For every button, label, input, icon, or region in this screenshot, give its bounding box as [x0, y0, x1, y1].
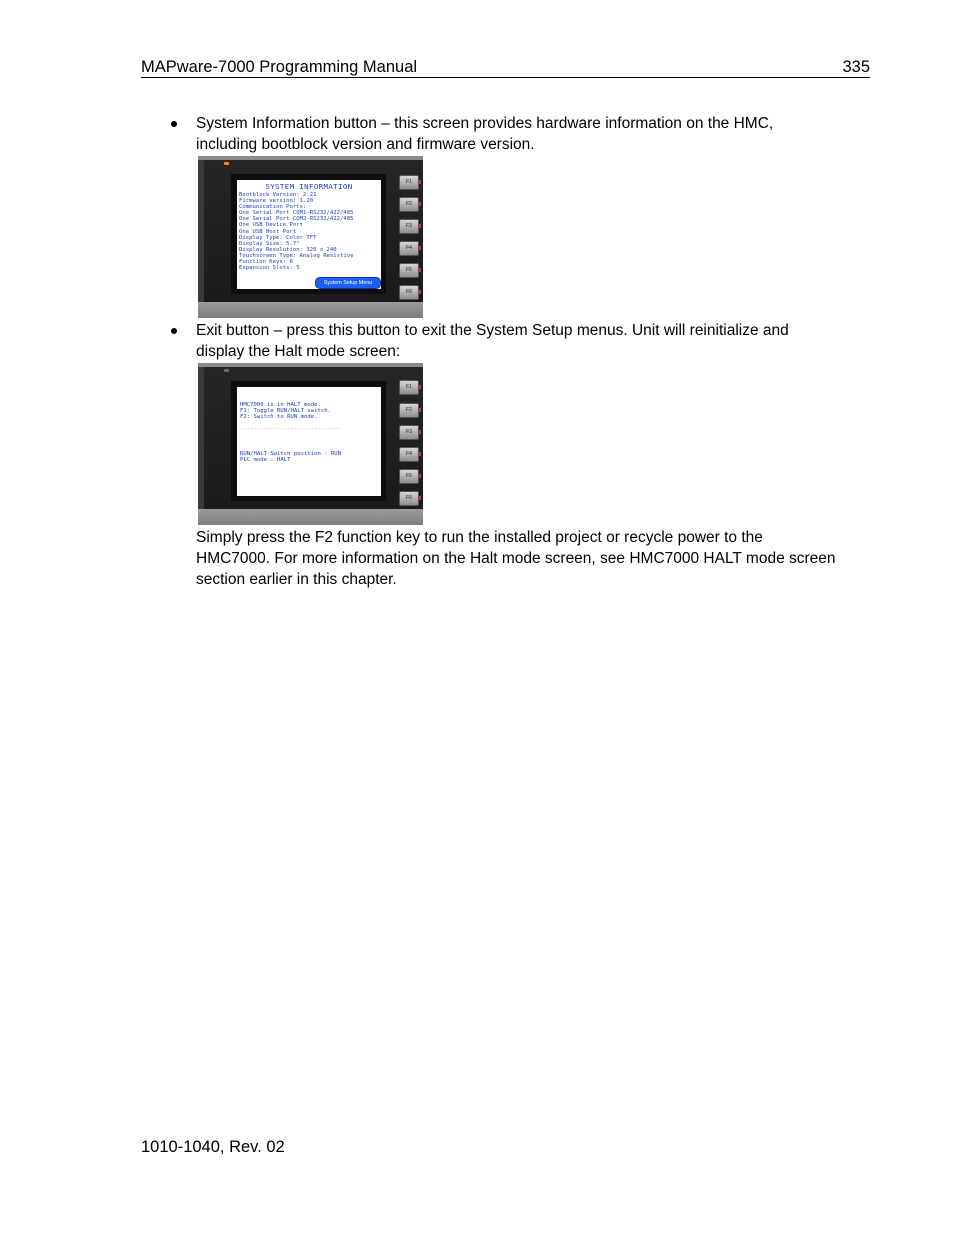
info-line: One USB Device Port [239, 222, 303, 229]
bullet-text: Exit button – press this button to exit the System Setup menus. Unit will reinitialize and display the Halt mode screen: [196, 322, 789, 360]
bullet-dot [171, 121, 177, 127]
halt-line: RUN/HALT Switch position : RUN [240, 450, 342, 457]
info-line: Display Size: 5.7" [239, 240, 300, 247]
halt-line: HMC7000 is in HALT mode. [240, 402, 321, 408]
screen-title: SYSTEM INFORMATION [265, 182, 353, 191]
power-led-icon [224, 162, 229, 165]
halt-lines [240, 402, 380, 463]
info-line: Function Keys: 6 [239, 259, 293, 266]
f2-key: F2 [399, 403, 419, 418]
info-line: One USB Host Port [239, 228, 297, 235]
info-line: One Serial Port COM2-RS232/422/485 [239, 216, 354, 223]
halt-line: PLC mode : HALT [240, 456, 291, 463]
bullet-dot [171, 328, 177, 334]
f1-key: F1 [399, 380, 419, 395]
system-info-lines [239, 192, 381, 271]
power-led-icon [224, 369, 229, 372]
hmi-system-information-photo [198, 156, 423, 318]
bullet-exit-button [196, 320, 826, 362]
info-line: Communication Ports: [239, 204, 307, 211]
bullet-text: System Information button – this screen provides hardware information on the HMC, including bootblock version and firmware version. [196, 115, 774, 153]
f5-key: F5 [399, 469, 419, 484]
info-line: Touchscreen Type: Analog Resistive [239, 252, 354, 259]
f6-key: F6 [399, 285, 419, 300]
info-line: Bootblock Version: 2.21 [239, 192, 317, 198]
f3-key: F3 [399, 425, 419, 440]
info-line: Display Type: Color TFT [239, 234, 317, 241]
closing-paragraph: Simply press the F2 function key to run the installed project or recycle power to the HMC7000. For more information on the Halt mode screen, see HMC7000 HALT mode screen section earlier in this chapter. [196, 529, 836, 588]
bezel-bottom [198, 302, 423, 318]
halt-line: F2: Switch to RUN mode. [240, 414, 318, 421]
f4-key: F4 [399, 447, 419, 462]
page-header [141, 57, 870, 78]
halt-mode-screen [237, 387, 381, 496]
info-line: Display Resolution: 320 x 240 [239, 246, 337, 253]
bezel-left [198, 367, 204, 509]
f5-key: F5 [399, 263, 419, 278]
halt-line: F1: Toggle RUN/HALT switch. [240, 408, 331, 415]
f4-key: F4 [399, 241, 419, 256]
bezel-left [198, 160, 204, 302]
hmi-halt-mode-photo [198, 363, 423, 525]
info-line: Expansion Slots: 5 [239, 265, 300, 272]
system-setup-menu-button: System Setup Menu [315, 277, 381, 289]
bezel-bottom [198, 509, 423, 525]
info-line: One Serial Port COM1-RS232/422/485 [239, 210, 354, 217]
page-footer: 1010-1040, Rev. 02 [141, 1138, 285, 1156]
f2-key: F2 [399, 197, 419, 212]
info-line: Firmware version: 1.20 [239, 198, 314, 205]
bezel-top [198, 156, 423, 160]
halt-line: ------------------------------ [240, 426, 342, 433]
f6-key: F6 [399, 491, 419, 506]
system-information-screen [237, 180, 381, 289]
bullet-system-information [196, 113, 826, 155]
f1-key: F1 [399, 175, 419, 190]
f3-key: F3 [399, 219, 419, 234]
manual-title: MAPware-7000 Programming Manual [141, 58, 418, 76]
bezel-top [198, 363, 423, 367]
page-number: 335 [842, 58, 870, 76]
